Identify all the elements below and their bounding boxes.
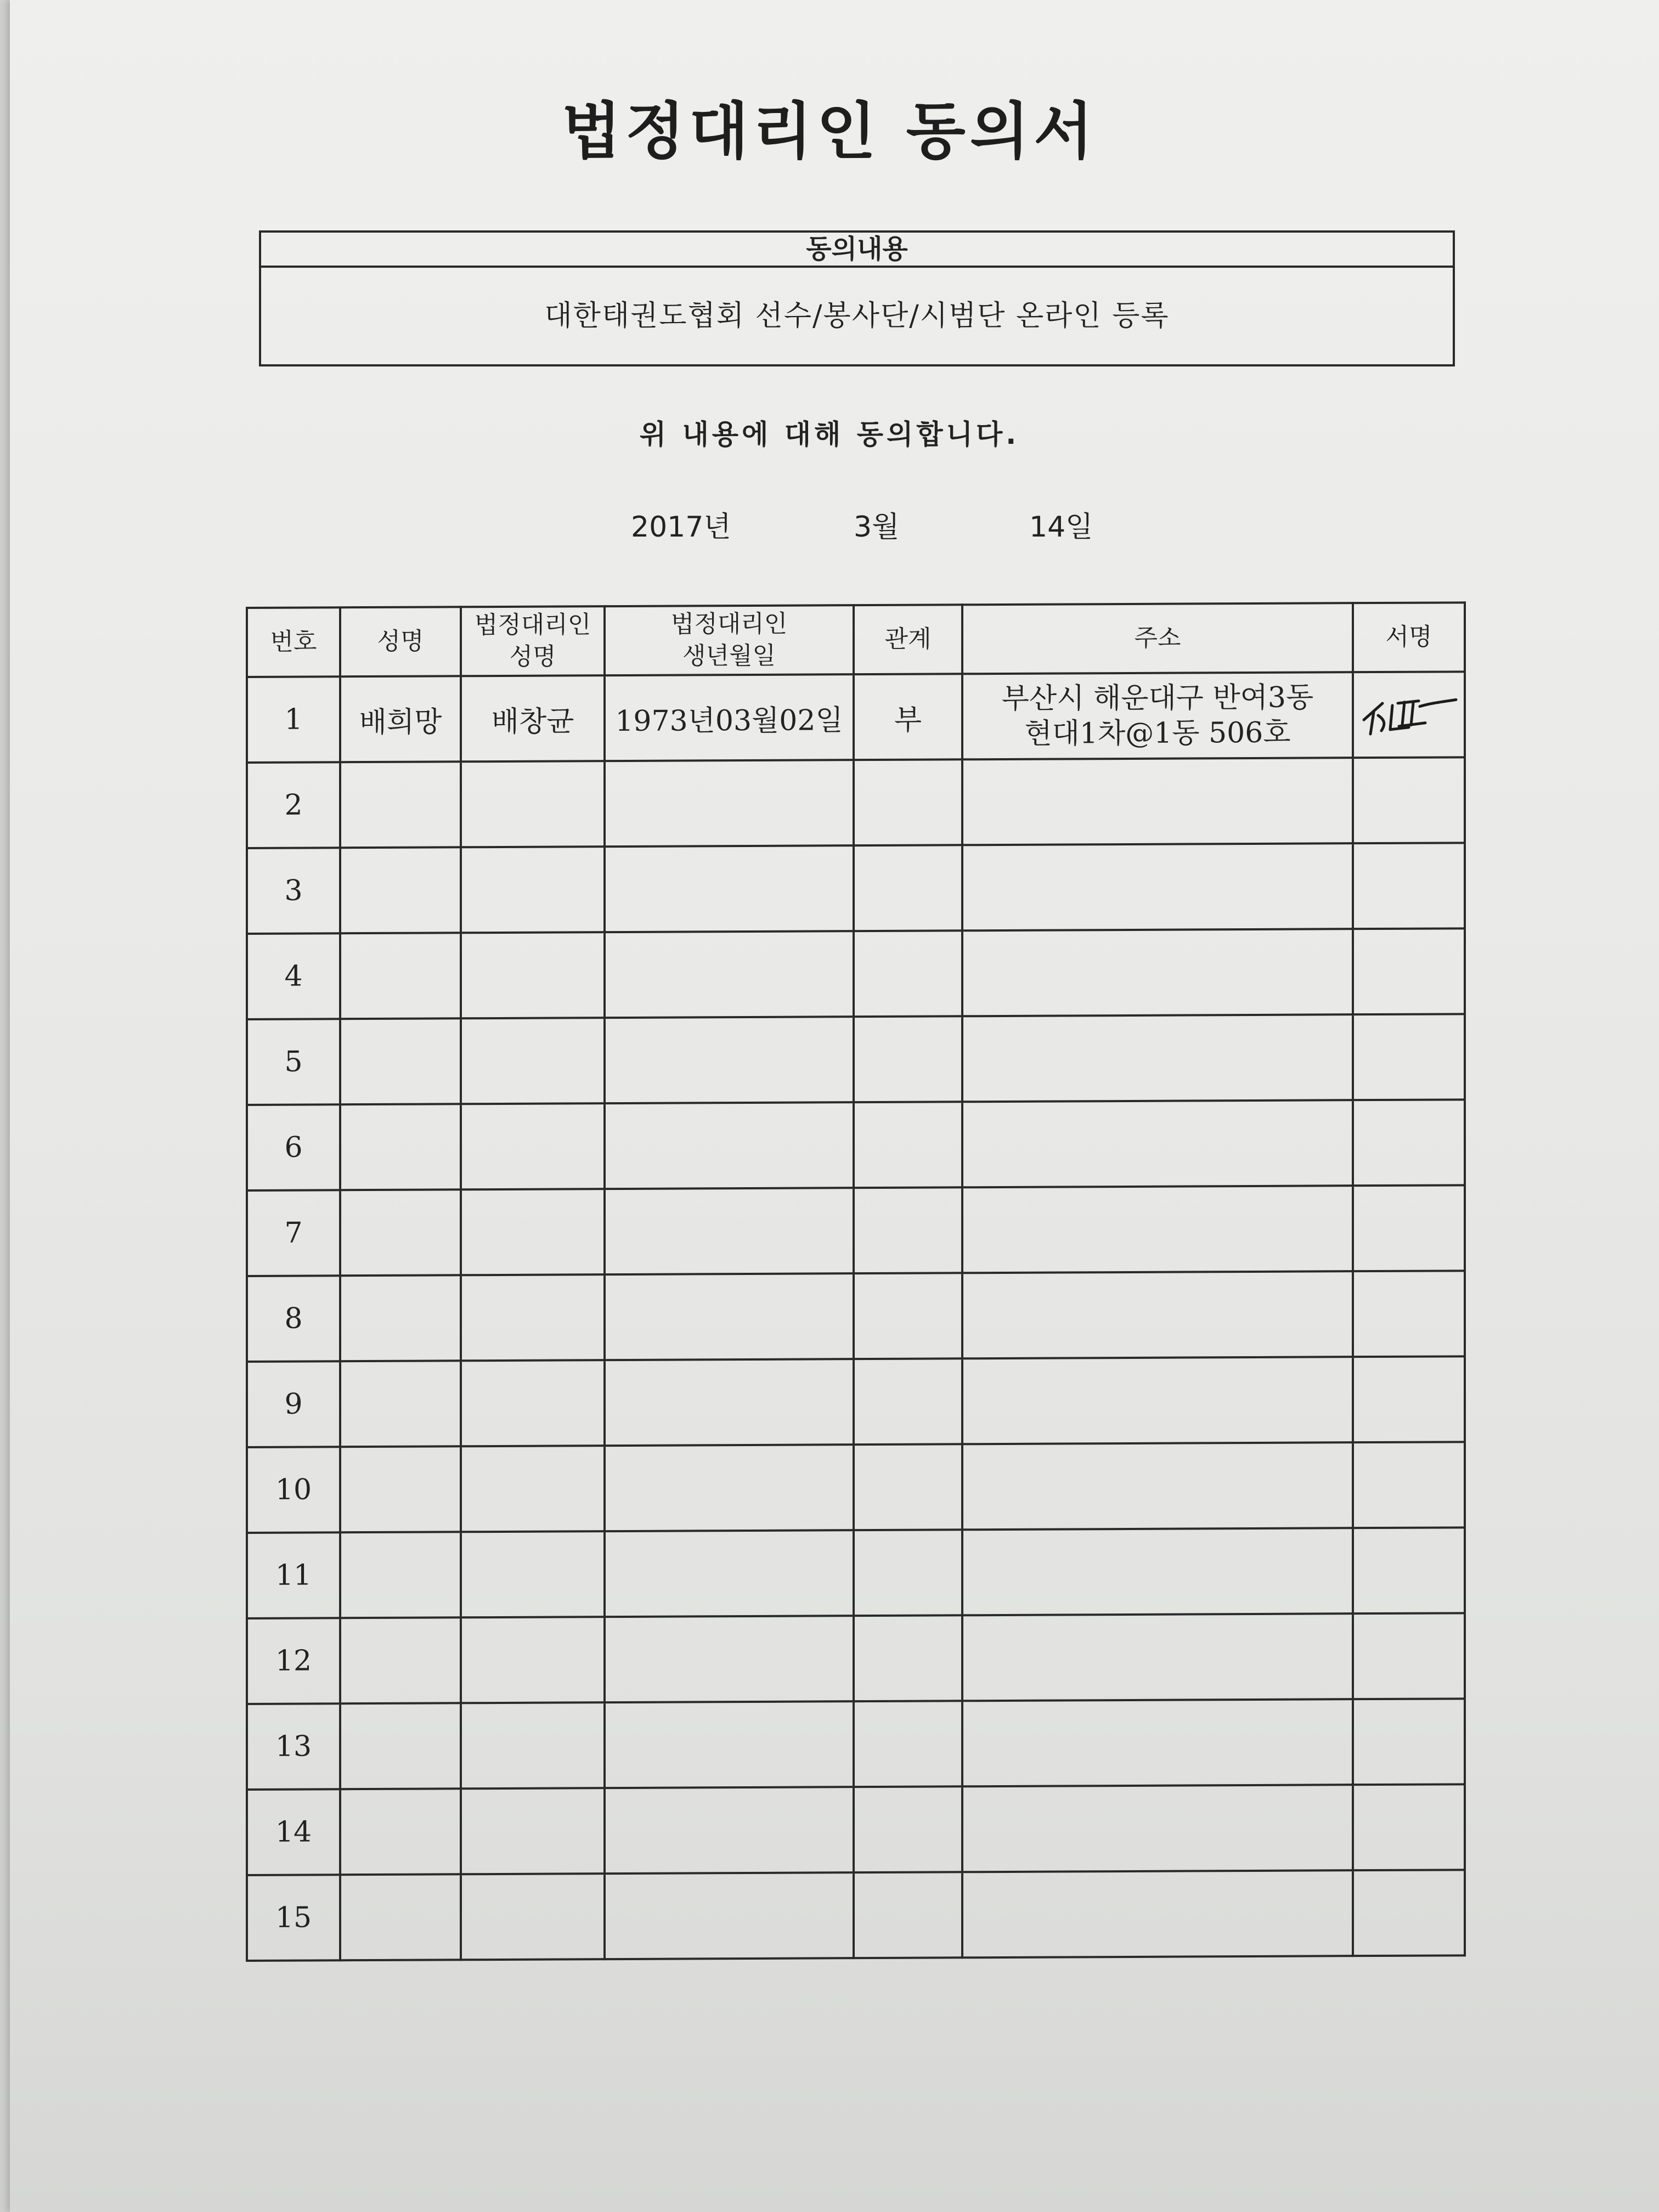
header-guardian-birth (605, 605, 854, 675)
date-year: 2017년 (631, 511, 731, 544)
row-relation: 부 (854, 674, 962, 760)
row-number: 15 (247, 1875, 340, 1961)
header-number: 번호 (247, 607, 340, 677)
header-guardian-name (461, 606, 605, 676)
header-guardian-birth-line2: 생년월일 (682, 641, 776, 670)
table-row (247, 1613, 1465, 1704)
handwritten-signature (1354, 681, 1464, 742)
header-guardian-name-line2: 성명 (509, 642, 556, 671)
table-row (247, 1099, 1465, 1190)
row-number: 5 (247, 1019, 340, 1105)
date-day: 14일 (1029, 511, 1093, 544)
date-month: 3월 (854, 511, 900, 544)
row-address-line2: 현대1차@1동 506호 (1024, 716, 1291, 751)
row-number: 6 (247, 1104, 340, 1190)
table-header-row (247, 602, 1465, 677)
row-name: 배희망 (340, 676, 461, 762)
table-row (247, 1356, 1465, 1447)
row-guardian-name: 배창균 (461, 675, 605, 761)
row-number: 11 (247, 1532, 340, 1618)
table-row (247, 1784, 1465, 1875)
header-relation: 관계 (854, 605, 962, 674)
row-number: 4 (247, 933, 340, 1019)
row-number: 14 (247, 1789, 340, 1875)
consent-body: 대한태권도협회 선수/봉사단/시범단 온라인 등록 (544, 300, 1170, 332)
table-row (247, 1185, 1465, 1276)
header-address: 주소 (962, 603, 1353, 674)
row-signature (1353, 672, 1465, 758)
row-address-line1: 부산시 해운대구 반여3동 (1001, 681, 1314, 715)
row-number: 1 (247, 676, 340, 763)
table-row (247, 757, 1465, 848)
table-row (247, 1014, 1465, 1105)
row-number: 12 (247, 1618, 340, 1704)
table-row (247, 843, 1465, 934)
document-title: 법정대리인 동의서 (561, 96, 1098, 167)
header-guardian-birth-line1: 법정대리인 (670, 610, 788, 639)
row-address (962, 672, 1353, 759)
row-number: 7 (247, 1190, 340, 1276)
row-guardian-birth: 1973년03월02일 (605, 674, 854, 761)
row-number: 13 (247, 1703, 340, 1790)
agreement-statement: 위 내용에 대해 동의합니다. (639, 419, 1020, 450)
row-number: 3 (247, 848, 340, 934)
row-number: 8 (247, 1276, 340, 1362)
table-row (247, 1271, 1465, 1362)
row-number: 9 (247, 1361, 340, 1447)
table-row (247, 1527, 1465, 1618)
header-signature: 서명 (1353, 602, 1465, 672)
header-guardian-name-line1: 법정대리인 (474, 611, 591, 640)
header-name: 성명 (340, 607, 461, 676)
table-row (247, 672, 1465, 763)
table-row (247, 1699, 1465, 1790)
guardian-table (246, 601, 1466, 1962)
row-number: 10 (247, 1447, 340, 1533)
table-row (247, 1442, 1465, 1533)
row-number: 2 (247, 762, 340, 848)
consent-header: 동의내용 (261, 233, 1453, 268)
table-row (247, 1870, 1465, 1961)
table-row (247, 928, 1465, 1019)
consent-box (259, 230, 1455, 366)
